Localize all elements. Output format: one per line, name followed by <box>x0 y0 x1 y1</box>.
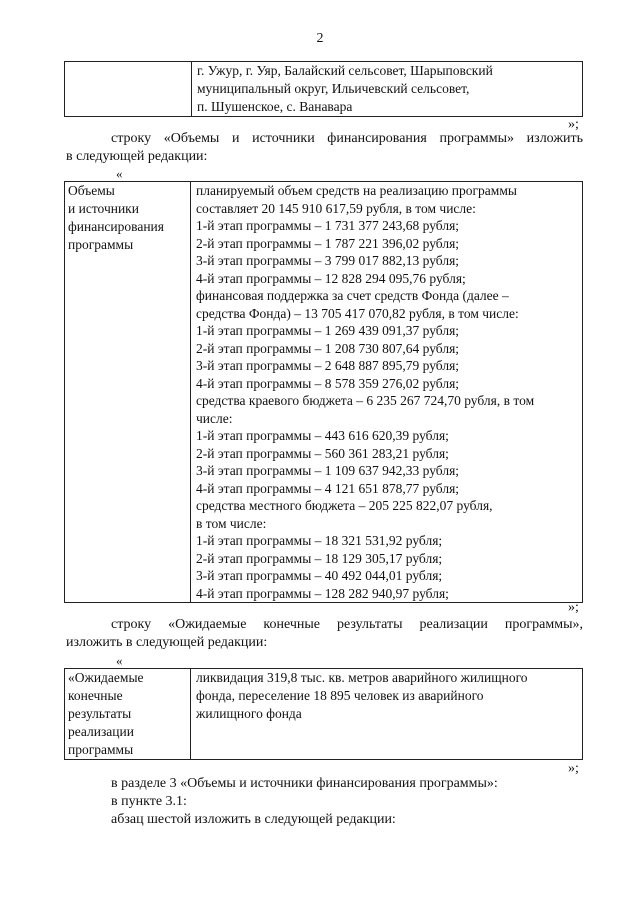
text-line: 3-й этап программы – 3 799 017 882,13 рубля; <box>196 253 460 268</box>
closing-quote: »; <box>568 117 579 132</box>
paragraph-line: строку «Ожидаемые конечные результаты реализации программы», <box>111 617 583 632</box>
text-line: и источники <box>68 201 139 216</box>
paragraph-line: в пункте 3.1: <box>111 794 187 809</box>
text-line: фонда, переселение 18 895 человек из аварийного <box>196 688 484 703</box>
text-line: программы <box>68 237 134 252</box>
paragraph-line: в следующей редакции: <box>66 149 208 164</box>
text-line: результаты <box>68 706 132 721</box>
text-line: 2-й этап программы – 1 208 730 807,64 рубля; <box>196 340 460 356</box>
text-line: числе: <box>196 410 233 426</box>
text-line: 3-й этап программы – 1 109 637 942,33 рубля; <box>196 463 460 478</box>
text-line: 2-й этап программы – 560 361 283,21 рубля; <box>196 445 449 461</box>
table-row <box>65 182 583 603</box>
text-line: жилищного фонда <box>196 706 302 721</box>
text-line: средства Фонда) – 13 705 417 070,82 рубля, в том числе: <box>196 305 519 321</box>
paragraph-line: строку «Объемы и источники финансирования программы» изложить <box>111 131 583 146</box>
table-cell-left <box>65 182 191 603</box>
table-cell-right <box>191 182 583 603</box>
table-territories <box>64 61 583 117</box>
table-cell-left <box>65 669 191 760</box>
paragraph-line: в разделе 3 «Объемы и источники финансирования программы»: <box>111 776 498 791</box>
text-line: 1-й этап программы – 443 616 620,39 рубля; <box>196 428 449 443</box>
text-line: планируемый объем средств на реализацию программы <box>196 183 517 198</box>
text-line: финансирования <box>68 219 164 234</box>
text-line: 4-й этап программы – 4 121 651 878,77 рубля; <box>196 480 460 496</box>
text-line: реализации <box>68 724 134 739</box>
text-line: 2-й этап программы – 1 787 221 396,02 рубля; <box>196 235 460 251</box>
text-line: 1-й этап программы – 1 269 439 091,37 рубля; <box>196 323 460 338</box>
text-line: средства краевого бюджета – 6 235 267 724,70 рубля, в том <box>196 393 535 408</box>
paragraph-line: абзац шестой изложить в следующей редакции: <box>111 812 396 827</box>
text-line: 1-й этап программы – 18 321 531,92 рубля; <box>196 533 443 548</box>
table-cell-right <box>191 669 583 760</box>
text-line: 1-й этап программы – 1 731 377 243,68 рубля; <box>196 218 460 233</box>
text-line: 3-й этап программы – 40 492 044,01 рубля; <box>196 568 443 583</box>
text-line: муниципальный округ, Ильичевский сельсовет, <box>197 81 470 96</box>
table-row <box>65 62 583 117</box>
table-funding <box>64 181 583 603</box>
paragraph-line: изложить в следующей редакции: <box>66 635 268 650</box>
text-line: средства местного бюджета – 205 225 822,07 рубля, <box>196 498 493 513</box>
page-number: 2 <box>316 31 324 46</box>
table-cell-right <box>192 62 583 117</box>
text-line: 3-й этап программы – 2 648 887 895,79 рубля; <box>196 358 460 373</box>
text-line: 4-й этап программы – 128 282 940,97 рубля; <box>196 585 449 601</box>
text-line: финансовая поддержка за счет средств Фонда (далее – <box>196 288 509 303</box>
table-results <box>64 668 583 760</box>
text-line: программы <box>68 742 134 757</box>
text-line: составляет 20 145 910 617,59 рубля, в том числе: <box>196 200 476 216</box>
table-cell-left <box>65 62 192 117</box>
closing-quote: »; <box>568 600 579 615</box>
text-line: 4-й этап программы – 12 828 294 095,76 рубля; <box>196 270 466 286</box>
text-line: 4-й этап программы – 8 578 359 276,02 рубля; <box>196 375 460 391</box>
text-line: ликвидация 319,8 тыс. кв. метров аварийного жилищного <box>196 670 528 685</box>
table-row <box>65 669 583 760</box>
text-line: 2-й этап программы – 18 129 305,17 рубля; <box>196 550 443 566</box>
opening-quote: « <box>116 653 123 668</box>
text-line: «Ожидаемые <box>68 670 144 685</box>
closing-quote: »; <box>568 761 579 776</box>
opening-quote: « <box>116 166 123 181</box>
text-line: п. Шушенское, с. Ванавара <box>197 99 353 114</box>
text-line: г. Ужур, г. Уяр, Балайский сельсовет, Шарыповский <box>197 63 493 78</box>
text-line: в том числе: <box>196 515 267 531</box>
text-line: Объемы <box>68 183 115 198</box>
text-line: конечные <box>68 688 123 703</box>
